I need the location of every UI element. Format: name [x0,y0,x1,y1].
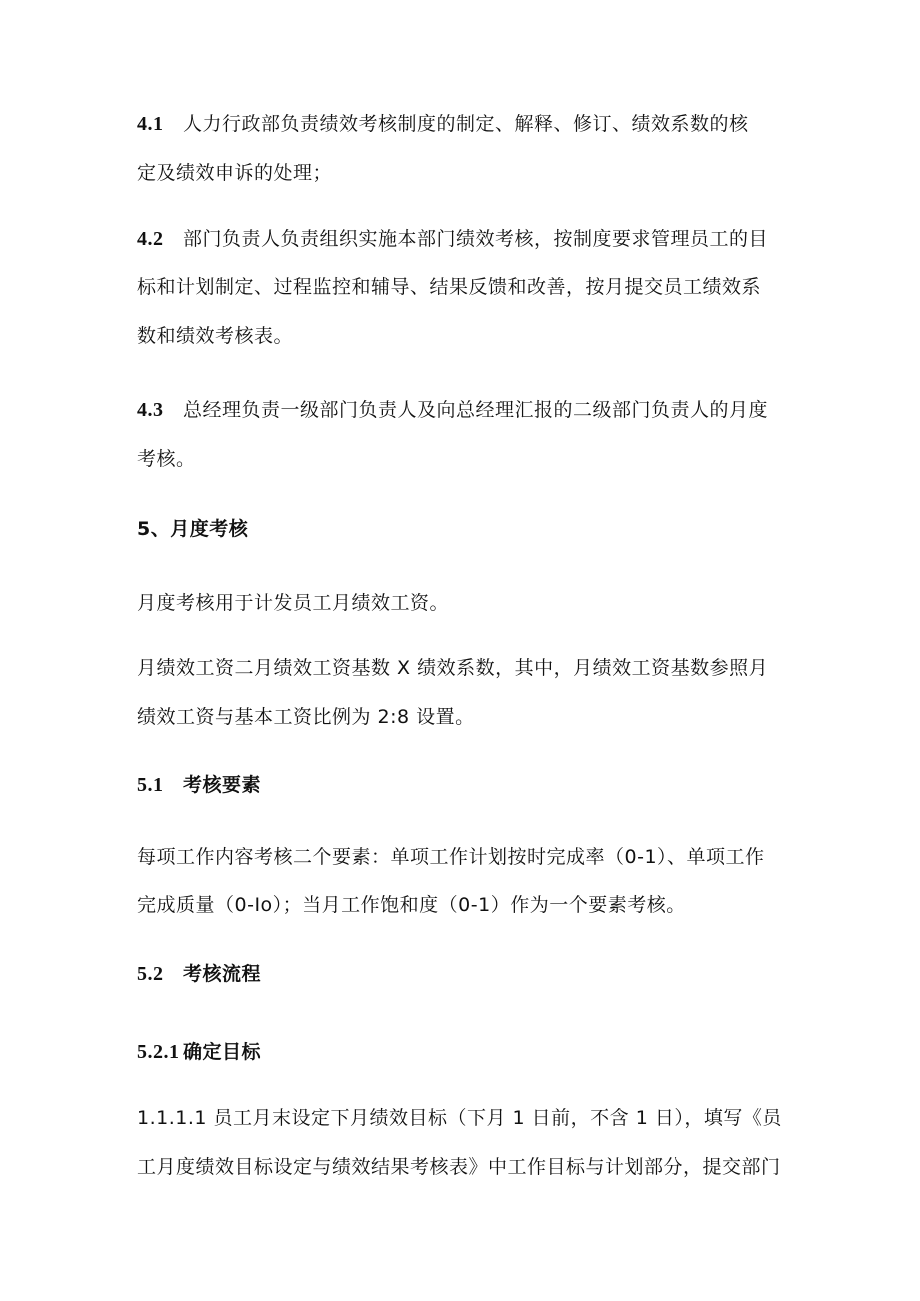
section-5-2-1-line-2: 工月度绩效目标设定与绩效结果考核表》中工作目标与计划部分，提交部门 [137,1156,781,1178]
paragraph-4-1-line-2: 定及绩效申诉的处理； [137,162,333,184]
section-5-paragraph-1: 月度考核用于计发员工月绩效工资。 [137,592,450,614]
section-number: 5.1 [137,774,164,796]
section-5-paragraph-2-line-1: 月绩效工资二月绩效工资基数 X 绩效系数，其中，月绩效工资基数参照月 [137,657,769,679]
section-number: 4.3 [137,399,164,421]
section-5-1-heading [137,773,797,797]
paragraph-4-2-line-3: 数和绩效考核表。 [137,325,294,347]
section-5-2-heading [137,962,797,986]
section-title: 考核要素 [183,774,262,796]
section-5-1-line-1: 每项工作内容考核二个要素：单项工作计划按时完成率（0-1）、单项工作 [137,846,765,868]
paragraph-text: 部门负责人负责组织实施本部门绩效考核，按制度要求管理员工的目 [183,228,769,250]
section-5-1-line-2: 完成质量（0-Io）；当月工作饱和度（0-1）作为一个要素考核。 [137,894,686,916]
paragraph-4-1-line-1 [137,112,797,136]
section-5-heading: 5、月度考核 [137,518,249,540]
section-number: 5.2 [137,963,164,985]
section-number: 5.2.1 [137,1041,180,1063]
paragraph-text: 人力行政部负责绩效考核制度的制定、解释、修订、绩效系数的核 [183,113,749,135]
section-title: 考核流程 [183,963,262,985]
section-title: 确定目标 [183,1041,262,1063]
paragraph-4-2-line-2: 标和计划制定、过程监控和辅导、结果反馈和改善，按月提交员工绩效系 [137,276,762,298]
paragraph-text: 总经理负责一级部门负责人及向总经理汇报的二级部门负责人的月度 [183,399,769,421]
section-number: 4.2 [137,228,164,250]
paragraph-4-3-line-1 [137,398,797,422]
paragraph-4-3-line-2: 考核。 [137,448,196,470]
section-5-2-1-line-1: 1.1.1.1 员工月末设定下月绩效目标（下月 1 日前，不含 1 日），填写《员 [137,1107,782,1129]
section-5-2-1-heading [137,1040,797,1064]
section-5-paragraph-2-line-2: 绩效工资与基本工资比例为 2:8 设置。 [137,706,475,728]
section-number: 4.1 [137,113,164,135]
paragraph-4-2-line-1 [137,227,797,251]
